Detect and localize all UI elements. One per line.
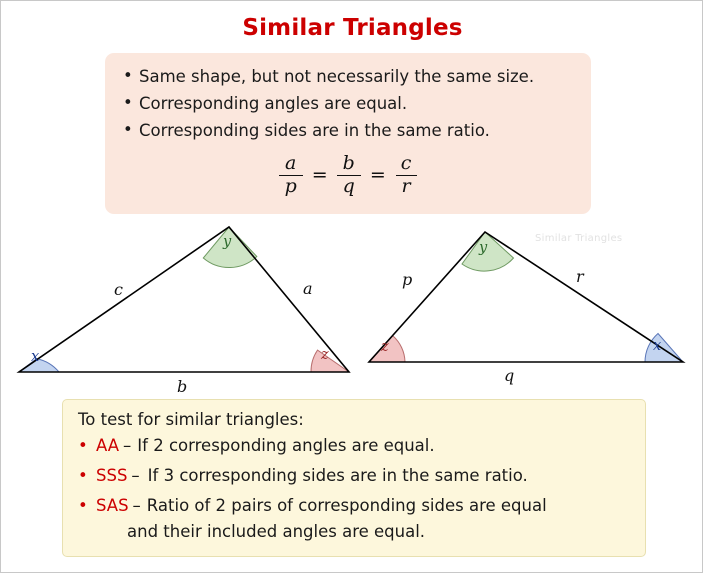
fraction-c-over-r xyxy=(395,154,418,197)
fraction-numerator: b xyxy=(342,152,355,174)
fraction-a-over-p xyxy=(279,154,303,197)
test-text: If 2 corresponding angles are equal. xyxy=(137,436,435,455)
watermark-text: Similar Triangles xyxy=(535,233,623,244)
test-text: If 3 corresponding sides are in the same ratio. xyxy=(147,466,528,485)
angle-label-z-right: z xyxy=(381,339,389,355)
test-item xyxy=(78,496,547,515)
side-label-b: b xyxy=(177,377,188,396)
triangle-left-outline xyxy=(19,227,349,372)
triangles-figure xyxy=(1,214,703,396)
angle-label-x-right: x xyxy=(653,338,662,354)
test-item xyxy=(78,436,435,455)
test-code: SAS xyxy=(96,496,129,515)
fraction-b-over-q xyxy=(337,154,361,197)
fraction-denominator: r xyxy=(396,175,417,197)
fact-text: Corresponding angles are equal. xyxy=(139,94,408,113)
fact-item xyxy=(123,94,407,113)
bullet-icon: • xyxy=(78,436,88,455)
tests-heading: To test for similar triangles: xyxy=(78,410,304,429)
tests-panel xyxy=(62,399,646,557)
bullet-icon: • xyxy=(78,496,88,515)
side-label-q: q xyxy=(504,366,515,385)
angle-label-z-left: z xyxy=(321,347,329,363)
side-label-r: r xyxy=(576,267,584,286)
bullet-icon: • xyxy=(123,120,133,139)
test-text: Ratio of 2 pairs of corresponding sides are equal xyxy=(146,496,547,515)
fact-text: Corresponding sides are in the same ratio. xyxy=(139,121,490,140)
side-label-a: a xyxy=(303,279,313,298)
test-dash: – xyxy=(123,436,132,455)
angle-label-y-left: y xyxy=(223,234,232,250)
angle-fill-z-left xyxy=(311,350,349,372)
test-item xyxy=(78,466,528,485)
angle-label-y-right: y xyxy=(479,240,488,256)
fact-item xyxy=(123,121,490,140)
bullet-icon: • xyxy=(123,93,133,112)
ratio-formula xyxy=(105,154,591,197)
page-title: Similar Triangles xyxy=(242,15,463,41)
equals-sign: = xyxy=(311,164,328,187)
fact-text: Same shape, but not necessarily the same size. xyxy=(139,67,535,86)
triangle-right-outline xyxy=(369,232,683,362)
facts-panel xyxy=(105,53,591,214)
angle-label-x-left: x xyxy=(31,349,40,365)
test-continuation-text: and their included angles are equal. xyxy=(127,522,426,541)
angle-fill-y-right xyxy=(462,232,514,271)
test-dash: – xyxy=(132,496,141,515)
fraction-denominator: p xyxy=(279,175,303,197)
side-label-c: c xyxy=(114,280,123,299)
bullet-icon: • xyxy=(123,66,133,85)
bullet-icon: • xyxy=(78,466,88,485)
test-code: SSS xyxy=(96,466,128,485)
fraction-numerator: a xyxy=(285,152,297,174)
fraction-numerator: c xyxy=(400,152,412,174)
triangle-diagram-svg xyxy=(1,214,703,392)
test-dash: – xyxy=(131,466,140,485)
equals-sign: = xyxy=(369,164,386,187)
test-code: AA xyxy=(96,436,120,455)
fact-item xyxy=(123,67,534,86)
fraction-denominator: q xyxy=(337,175,361,197)
side-label-p: p xyxy=(402,270,413,289)
